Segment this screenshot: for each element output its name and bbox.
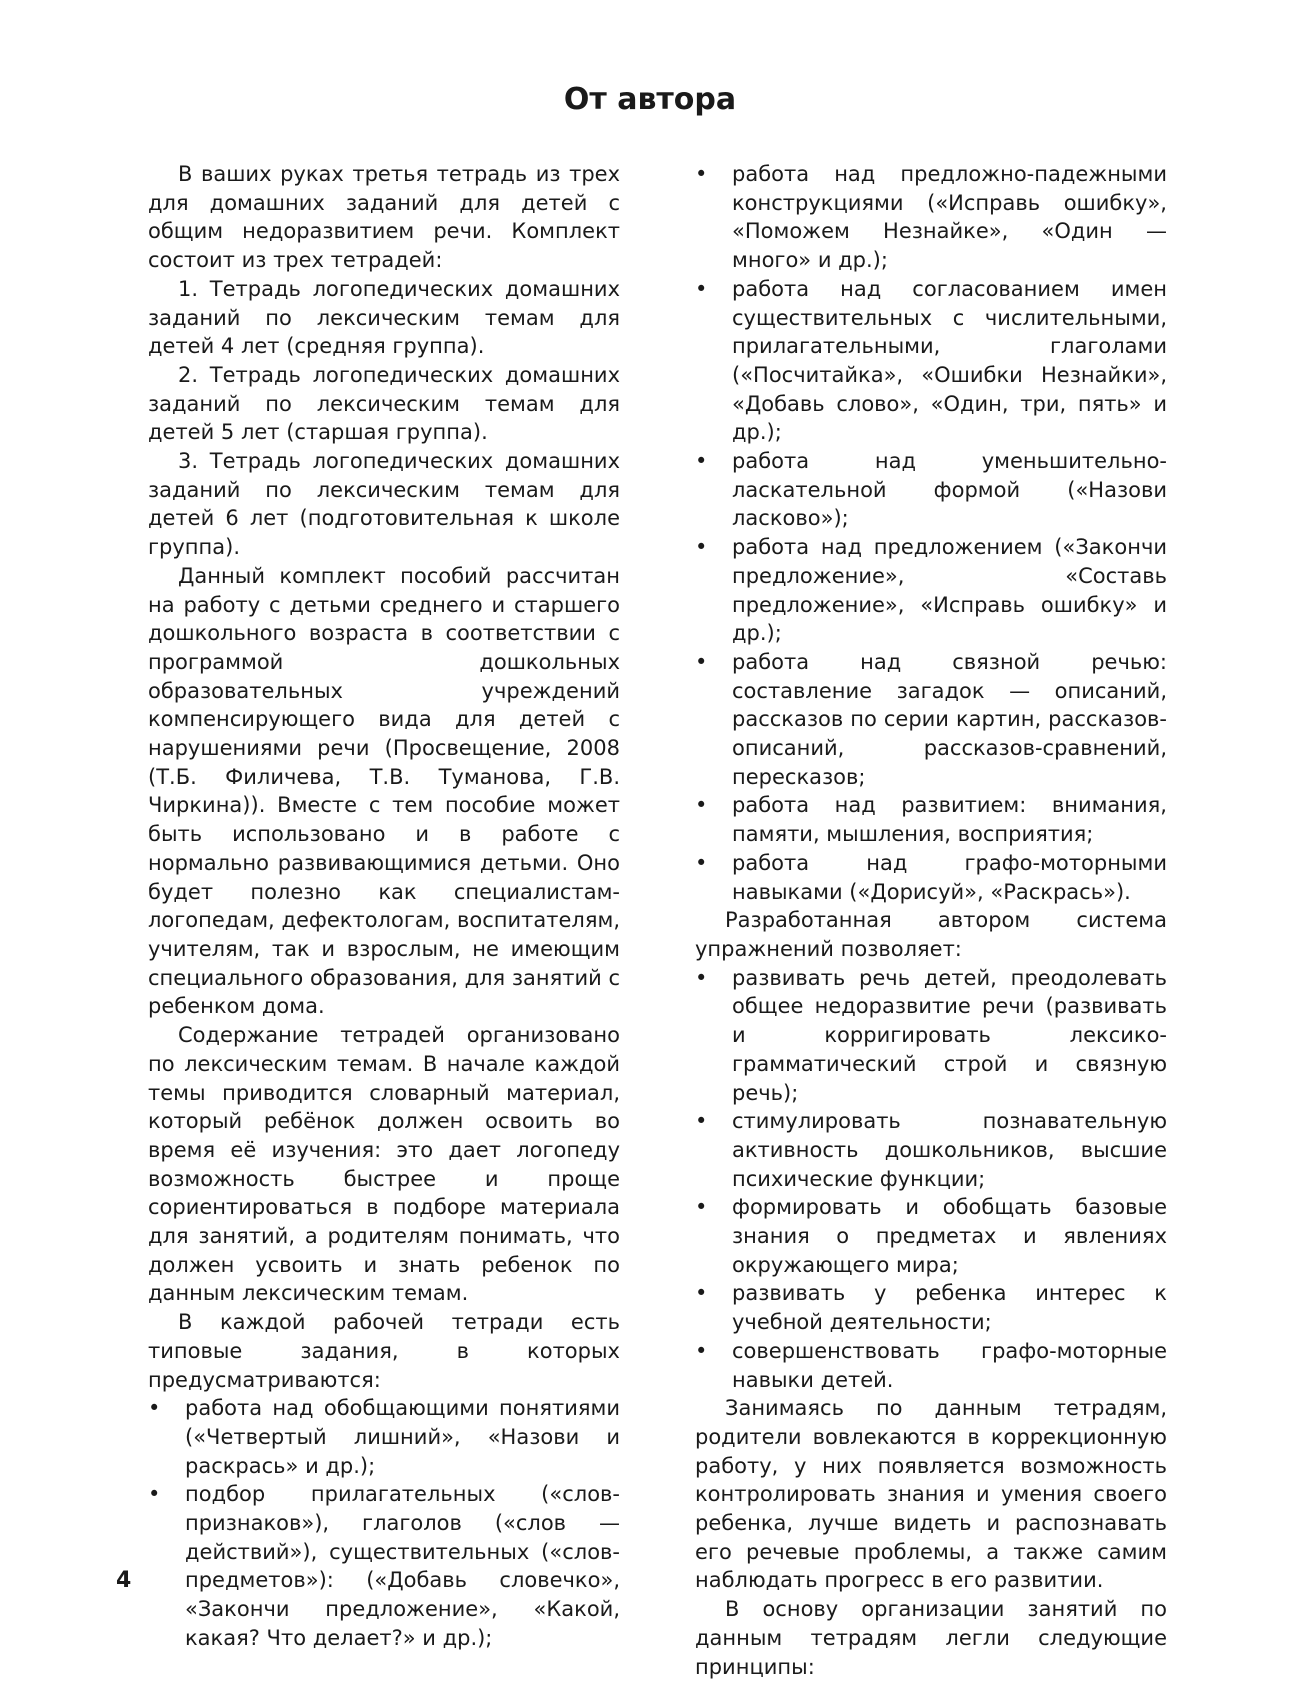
- bullet-item: • стимулировать познавательную активность дошкольников, высшие психические функции;: [695, 1107, 1167, 1193]
- paragraph: Содержание тетрадей организовано по лексическим темам. В начале каждой темы приводится словарный материал, который ребёнок должен освоить во время её изучения: это дает логопеду возможность быстрее и проще сориентироваться в подборе материала для занятий, а родителям понимать, что должен усвоить и знать ребенок по данным лексическим темам.: [148, 1023, 620, 1306]
- bullet-item: • работа над графо-моторными навыками («Дорисуй», «Раскрась»).: [695, 849, 1167, 906]
- paragraph: Разработанная автором система упражнений позволяет:: [695, 908, 1167, 961]
- bullet-item: • работа над предложно-падежными конструкциями («Исправь ошибку», «Поможем Незнайке», «Один — много» и др.);: [695, 160, 1167, 275]
- right-column: [695, 160, 1167, 1681]
- paragraph: В каждой рабочей тетради есть типовые задания, в которых предусматриваются:: [148, 1310, 620, 1392]
- paragraph: В основу организации занятий по данным тетрадям легли следующие принципы:: [695, 1597, 1167, 1679]
- bullet-item: • развивать у ребенка интерес к учебной деятельности;: [695, 1279, 1167, 1336]
- paragraph: В ваших руках третья тетрадь из трех для домашних заданий для детей с общим недоразвитием речи. Комплект состоит из трех тетрадей:: [148, 162, 620, 273]
- page-number: 4: [116, 1568, 132, 1593]
- bullet-item: • формировать и обобщать базовые знания о предметах и явлениях окружающего мира;: [695, 1193, 1167, 1279]
- list-item: 1. Тетрадь логопедических домашних заданий по лексическим темам для детей 4 лет (средняя группа).: [148, 276, 620, 359]
- bullet-item: • работа над предложением («Закончи предложение», «Составь предложение», «Исправь ошибку» и др.);: [695, 533, 1167, 648]
- bullet-item: • работа над согласованием имен существительных с числительными, прилагательными, глаголами («Посчитайка», «Ошибки Незнайки», «Добавь слово», «Один, три, пять» и др.);: [695, 275, 1167, 447]
- bullet-item: • подбор прилагательных («слов-признаков»), глаголов («слов — действий»), существительных («слов-предметов»): («Добавь словечко», «Закончи предложение», «Какой, какая? Что делает?» и др.);: [148, 1480, 620, 1652]
- paragraph: Занимаясь по данным тетрадям, родители вовлекаются в коррекционную работу, у них появляется возможность контролировать знания и умения своего ребенка, лучше видеть и распознавать его речевые проблемы, а также самим наблюдать прогресс в его развитии.: [695, 1396, 1167, 1593]
- bullet-item: • развивать речь детей, преодолевать общее недоразвитие речи (развивать и корригировать лексико-грамматический строй и связную речь);: [695, 964, 1167, 1108]
- bullet-list: [695, 964, 1167, 1395]
- list-item: 3. Тетрадь логопедических домашних заданий по лексическим темам для детей 6 лет (подготовительная к школе группа).: [148, 449, 620, 560]
- bullet-item: • работа над обобщающими понятиями («Четвертый лишний», «Назови и раскрась» и др.);: [148, 1394, 620, 1480]
- page-title: От автора: [563, 82, 737, 117]
- bullet-item: • работа над связной речью: составление загадок — описаний, рассказов по серии картин, рассказов-описаний, рассказов-сравнений, пересказов;: [695, 648, 1167, 792]
- bullet-list: [695, 160, 1167, 906]
- bullet-list: [148, 1394, 620, 1652]
- bullet-item: • работа над развитием: внимания, памяти, мышления, восприятия;: [695, 791, 1167, 848]
- left-column: [148, 160, 620, 1653]
- paragraph: Данный комплект пособий рассчитан на работу с детьми среднего и старшего дошкольного возраста в соответствии с программой дошкольных образовательных учреждений компенсирующего вида для детей с нарушениями речи (Просвещение, 2008 (Т.Б. Филичева, Т.В. Туманова, Г.В. Чиркина)). Вместе с тем пособие может быть использовано и в работе с нормально развивающимися детьми. Оно будет полезно как специалистам-логопедам, дефектологам, воспитателям, учителям, так и взрослым, не имеющим специального образования, для занятий с ребенком дома.: [148, 563, 620, 1019]
- bullet-item: • работа над уменьшительно-ласкательной формой («Назови ласково»);: [695, 447, 1167, 533]
- list-item: 2. Тетрадь логопедических домашних заданий по лексическим темам для детей 5 лет (старшая группа).: [148, 362, 620, 445]
- bullet-item: • совершенствовать графо-моторные навыки детей.: [695, 1337, 1167, 1394]
